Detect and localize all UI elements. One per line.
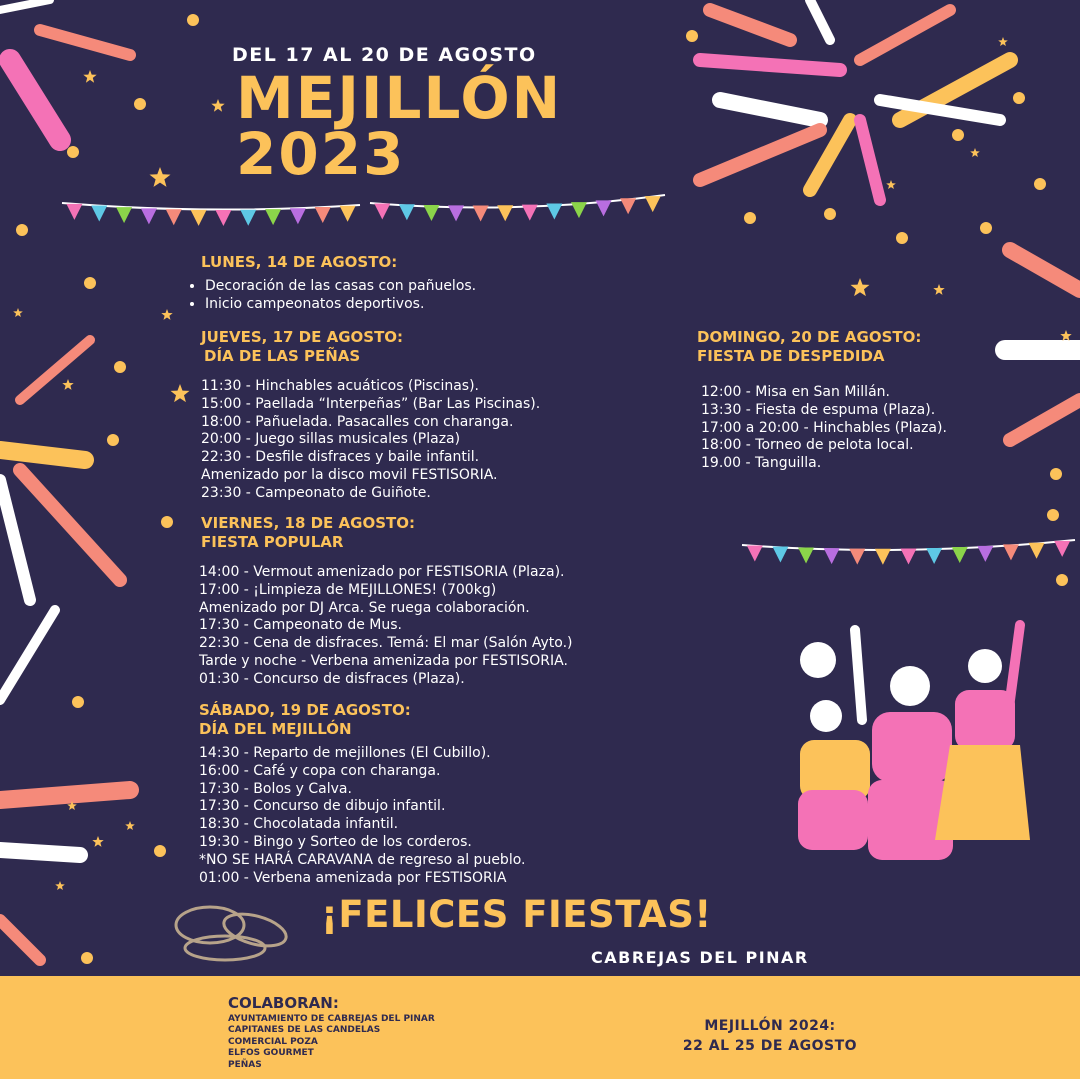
bunting-flag xyxy=(596,200,612,216)
bunting-flag xyxy=(522,205,538,221)
event-item: 23:30 - Campeonato de Guiñote. xyxy=(201,484,431,501)
star-icon xyxy=(13,308,23,317)
mussels-illustration-icon xyxy=(220,908,289,952)
bunting-flag xyxy=(901,549,917,565)
dot xyxy=(161,516,173,528)
day-subtitle: FIESTA POPULAR xyxy=(201,533,344,551)
firework-ray xyxy=(1010,400,1080,440)
star-icon xyxy=(55,881,65,890)
day-domingo xyxy=(697,328,947,473)
bunting-string xyxy=(742,540,1075,550)
bunting-flag xyxy=(645,196,661,212)
bunting-flag xyxy=(1003,544,1019,560)
dot xyxy=(72,696,84,708)
event-item: *NO SE HARÁ CARAVANA de regreso al pueblo. xyxy=(199,851,526,868)
day-title: LUNES, 14 DE AGOSTO: xyxy=(201,253,398,271)
event-item: 14:30 - Reparto de mejillones (El Cubillo). xyxy=(199,745,491,761)
dot xyxy=(114,361,126,373)
title-line-1: MEJILLÓN xyxy=(236,64,563,132)
bunting-flag xyxy=(399,204,415,220)
colaboran-list xyxy=(228,1014,435,1071)
event-list xyxy=(201,378,540,503)
bunting-flag xyxy=(91,206,107,222)
firework-ray xyxy=(0,0,50,10)
bunting-flag xyxy=(1029,543,1045,559)
next-edition-dates: 22 AL 25 DE AGOSTO xyxy=(682,1038,858,1054)
dot xyxy=(1034,178,1046,190)
sponsor-item: PEÑAS xyxy=(228,1059,262,1070)
bunting-flag xyxy=(191,210,207,226)
dancing-people-illustration-icon xyxy=(810,700,842,732)
event-item: 17:30 - Concurso de dibujo infantil. xyxy=(199,798,446,815)
festival-dates: DEL 17 AL 20 DE AGOSTO xyxy=(232,44,537,66)
star-icon xyxy=(171,384,190,402)
dancing-people-illustration-icon xyxy=(800,642,836,678)
firework-ray xyxy=(710,10,790,40)
bunting-string xyxy=(370,195,665,208)
star-icon xyxy=(998,37,1008,46)
dot xyxy=(134,98,146,110)
bunting-flag xyxy=(265,209,281,225)
event-item: 11:30 - Hinchables acuáticos (Piscinas). xyxy=(201,378,480,394)
bunting-flag xyxy=(926,548,942,564)
firework-ray xyxy=(0,790,130,800)
bunting-flag xyxy=(875,549,891,565)
firework-ray xyxy=(20,340,90,400)
star-icon xyxy=(62,379,73,390)
star-icon xyxy=(92,836,103,847)
bunting-flag xyxy=(798,547,814,563)
bunting-flag xyxy=(374,203,390,219)
dot xyxy=(67,146,79,158)
dot xyxy=(1056,574,1068,586)
event-item: 17:30 - Campeonato de Mus. xyxy=(199,617,402,634)
day-viernes xyxy=(201,514,573,689)
event-item: 19:30 - Bingo y Sorteo de los corderos. xyxy=(199,833,472,850)
sponsor-item: AYUNTAMIENTO DE CABREJAS DEL PINAR xyxy=(228,1014,435,1024)
next-edition-title: MEJILLÓN 2024: xyxy=(704,1018,836,1034)
dancing-people-illustration-icon xyxy=(968,649,1002,683)
dot xyxy=(896,232,908,244)
dot xyxy=(980,222,992,234)
bunting-flag xyxy=(290,208,306,224)
event-item: 20:00 - Juego sillas musicales (Plaza) xyxy=(201,431,461,448)
mussels-illustration-icon xyxy=(185,936,265,960)
lunes-list xyxy=(191,278,476,314)
sponsor-item: COMERCIAL POZA xyxy=(228,1036,318,1047)
event-list xyxy=(701,384,947,473)
event-item: Amenizado por DJ Arca. Se ruega colaboración. xyxy=(199,599,530,616)
firework-ray xyxy=(0,450,85,460)
bunting-flag xyxy=(824,548,840,564)
town-name: CABREJAS DEL PINAR xyxy=(591,948,809,967)
colaboran-title: COLABORAN: xyxy=(228,994,339,1012)
event-item: 18:30 - Chocolatada infantil. xyxy=(199,816,399,833)
bunting-flag xyxy=(849,549,865,565)
firework-ray xyxy=(810,0,830,40)
bunting-flag xyxy=(215,210,231,226)
event-item: Amenizado por la disco movil FESTISORIA. xyxy=(201,466,498,483)
bunting-flag xyxy=(240,210,256,226)
dancing-people-illustration-icon xyxy=(935,745,1030,840)
dancing-people-illustration-icon xyxy=(855,630,862,720)
firework-ray xyxy=(1010,250,1080,290)
event-item: Tarde y noche - Verbena amenizada por FESTISORIA. xyxy=(199,652,568,669)
dot xyxy=(154,845,166,857)
next-edition xyxy=(640,1016,900,1056)
list-item: • Decoración de las casas con pañuelos. xyxy=(205,278,476,296)
dot xyxy=(686,30,698,42)
event-item: 19.00 - Tanguilla. xyxy=(701,455,822,472)
firework-ray xyxy=(860,10,950,60)
event-item: 15:00 - Paellada “Interpeñas” (Bar Las Piscinas). xyxy=(201,395,541,412)
event-item: 18:00 - Torneo de pelota local. xyxy=(701,437,914,454)
day-subtitle: DÍA DE LAS PEÑAS xyxy=(204,347,361,365)
bunting-flag xyxy=(546,204,562,220)
event-item: 18:00 - Pañuelada. Pasacalles con charanga. xyxy=(201,413,514,430)
day-title: DOMINGO, 20 DE AGOSTO: xyxy=(697,328,922,346)
event-item: 13:30 - Fiesta de espuma (Plaza). xyxy=(701,401,936,418)
firework-ray xyxy=(720,100,820,120)
bunting-flag xyxy=(497,205,513,221)
star-icon xyxy=(125,821,135,830)
bunting-flag xyxy=(772,547,788,563)
event-item: 22:30 - Cena de disfraces. Temá: El mar (Salón Ayto.) xyxy=(199,635,573,652)
dot xyxy=(107,434,119,446)
bunting-flag xyxy=(141,208,157,224)
event-item: 17:30 - Bolos y Calva. xyxy=(199,780,352,797)
event-item: 14:00 - Vermout amenizado por FESTISORIA (Plaza). xyxy=(199,564,565,580)
firework-ray xyxy=(0,920,40,960)
star-icon xyxy=(150,167,171,187)
dot xyxy=(84,277,96,289)
day-title: SÁBADO, 19 DE AGOSTO: xyxy=(199,701,411,719)
dot xyxy=(1047,509,1059,521)
event-list xyxy=(199,745,525,887)
page-title xyxy=(236,64,563,188)
dot xyxy=(81,952,93,964)
bunting-flag xyxy=(340,206,356,222)
bunting-flag xyxy=(952,547,968,563)
event-item: 01:00 - Verbena amenizada por FESTISORIA xyxy=(199,869,507,886)
firework-ray xyxy=(10,60,60,140)
bunting-flag xyxy=(166,209,182,225)
dancing-people-illustration-icon xyxy=(1010,625,1020,700)
bunting-flag xyxy=(315,207,331,223)
firework-ray xyxy=(0,610,55,700)
firework-ray xyxy=(700,130,820,180)
event-list xyxy=(199,564,573,689)
firework-ray xyxy=(0,480,30,600)
day-jueves xyxy=(201,328,540,503)
firework-ray xyxy=(20,470,120,580)
dot xyxy=(824,208,836,220)
list-item: • Inicio campeonatos deportivos. xyxy=(205,296,476,314)
day-title: VIERNES, 18 DE AGOSTO: xyxy=(201,514,415,532)
dancing-people-illustration-icon xyxy=(890,666,930,706)
dot xyxy=(744,212,756,224)
felices-fiestas-banner: ¡FELICES FIESTAS! xyxy=(321,893,712,936)
event-item: 17:00 - ¡Limpieza de MEJILLONES! (700kg) xyxy=(199,581,497,598)
day-subtitle: DÍA DEL MEJILLÓN xyxy=(199,720,352,738)
bunting-flag xyxy=(66,204,82,220)
dot xyxy=(1050,468,1062,480)
bunting-flag xyxy=(620,198,636,214)
dot xyxy=(1013,92,1025,104)
bunting-flag xyxy=(423,205,439,221)
event-item: 22:30 - Desfile disfraces y baile infantil. xyxy=(201,449,480,466)
star-icon xyxy=(161,309,172,320)
firework-ray xyxy=(40,30,130,55)
title-line-2: 2023 xyxy=(236,120,406,188)
sponsor-item: ELFOS GOURMET xyxy=(228,1048,314,1059)
sponsor-item: CAPITANES DE LAS CANDELAS xyxy=(228,1025,381,1036)
dancing-people-illustration-icon xyxy=(798,790,868,850)
event-item: 12:00 - Misa en San Millán. xyxy=(701,384,890,400)
star-icon xyxy=(933,284,944,295)
footer-band xyxy=(0,976,1080,1079)
star-icon xyxy=(970,148,980,157)
day-subtitle: FIESTA DE DESPEDIDA xyxy=(697,347,885,365)
star-icon xyxy=(886,180,896,189)
bunting-flag xyxy=(116,207,132,223)
firework-ray xyxy=(700,60,840,70)
star-icon xyxy=(83,70,96,83)
bunting-flag xyxy=(977,546,993,562)
firework-ray xyxy=(860,120,880,200)
star-icon xyxy=(851,278,870,296)
firework-ray xyxy=(0,850,80,855)
bunting-flag xyxy=(571,202,587,218)
dot xyxy=(952,129,964,141)
event-item: 01:30 - Concurso de disfraces (Plaza). xyxy=(199,670,465,687)
day-lunes xyxy=(201,253,476,314)
dot xyxy=(187,14,199,26)
dot xyxy=(16,224,28,236)
bunting-flag xyxy=(1054,541,1070,557)
bunting-flag xyxy=(473,206,489,222)
event-item: 17:00 a 20:00 - Hinchables (Plaza). xyxy=(701,419,947,436)
event-item: 16:00 - Café y copa con charanga. xyxy=(199,762,441,779)
day-sabado xyxy=(199,701,525,887)
star-icon xyxy=(211,99,224,112)
bunting-flag xyxy=(448,205,464,221)
dancing-people-illustration-icon xyxy=(872,712,952,782)
day-title: JUEVES, 17 DE AGOSTO: xyxy=(201,328,404,346)
bunting-flag xyxy=(747,546,763,562)
star-icon xyxy=(1060,330,1071,341)
